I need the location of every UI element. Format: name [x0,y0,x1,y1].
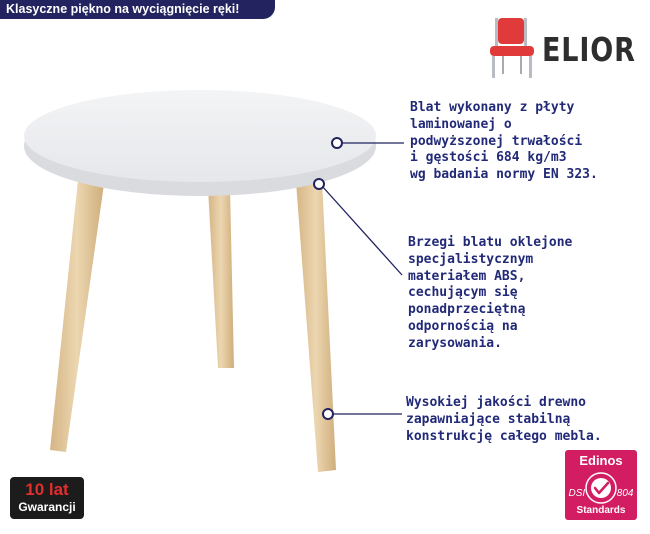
callout-dot-leg [323,409,333,419]
certificate-badge [565,450,637,520]
feature-callout-top: Blat wykonany z płyty laminowanej o podwyższonej trwałości i gęstości 684 kg/m3 wg badania normy EN 323. [410,100,598,183]
certificate-code-left: DSI [568,488,586,499]
certificate-name: Edinos [579,453,623,468]
feature-callout-edge: Brzegi blatu oklejone specjalistycznym materiałem ABS, cechującym się ponadprzeciętną odpornością na zarysowania. [408,235,573,351]
certificate-code [565,488,637,499]
callout-dot-top [332,138,342,148]
certificate-emblem-icon [568,468,631,506]
tagline-text: Klasyczne piękno na wyciągnięcie ręki! [6,2,240,16]
brand-name: ELIOR [542,30,636,69]
warranty-badge [10,477,84,519]
warranty-label: Gwarancji [18,500,76,514]
warranty-years: 10 lat [25,480,69,499]
feature-callout-legs: Wysokiej jakości drewno zapawniające stabilną konstrukcję całego mebla. [406,395,602,444]
certificate-label: Standards [576,505,626,516]
certificate-code-right: 804 [616,488,634,499]
callout-dot-edge [314,179,324,189]
